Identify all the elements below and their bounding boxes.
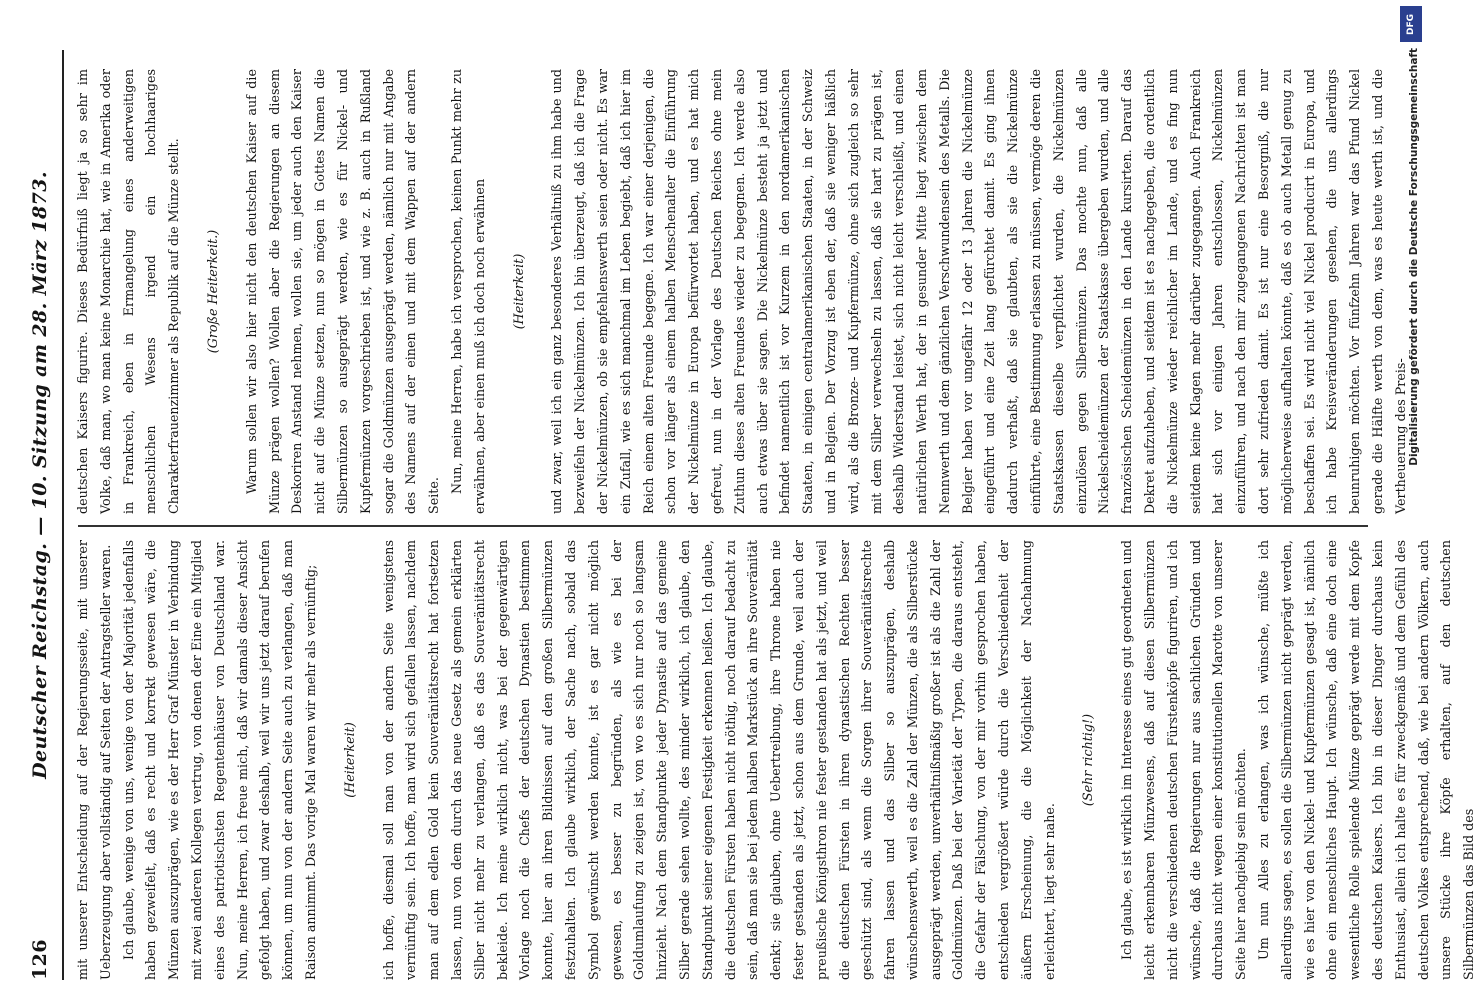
paragraph: ich hoffe, diesmal soll man von der andern Seite wenigstens vernünftig sein. Ich hoffe, man wird sich gefallen lassen, nachdem man auf dem edlen Gold kein Souveränitätsrecht hat fortsetzen lassen, nun von dem durch das neue Gesetz als gemein erklärten Silber nicht mehr zu verlangen, daß es das Souveränitätsrecht bekleide. Ich meine wirklich nicht, was bei der gegenwärtigen Vorlage noch die Chefs der deutschen Dynastien bestimmen konnte, hier an ihren Bildnissen auf den großen Silbermünzen festzuhalten. Ich glaube wirklich, der Sache nach, sobald das Symbol gewünscht werden konnte, ist es gar nicht möglich gewesen, es besser zu begründen, als wie es bei der Goldumlaufung zu zeigen ist, von wo es sich nur noch so langsam hinzieht. Nach dem Standpunkte jeder Dynastie auf das gemeine Silber gerade sehen wollte, des minder wirklich, ich glaube, den Standpunkt seiner eigenen Festigkeit erkennen heißen. Ich glaube, die deutschen Fürsten haben nicht nöthig, noch darauf bedacht zu sein, daß man sie bei jedem halben Markstück an ihre Souveränität denkt; sie glauben, ohne Uebertreibung, ihre Throne haben nie fester gestanden als jetzt, schon aus dem Grunde, weil auch der preußische Königsthron nie fester gestanden hat als jetzt, und weil die deutschen Fürsten in ihren dynastischen Rechten besser geschützt sind, als wenn die Sorgen ihrer Souveränitätsrechte fahren lassen und das Silber so auszuprägen, deshalb wünschenswerth, weil es die Zahl der Münzen, die als Silberstücke ausgeprägt werden, unverhältnißmäßig großer ist als die Zahl der Goldmünzen. Daß bei der Varietät der Typen, die daraus entsteht, die Gefahr der Fälschung, von der mir vorhin gesprochen haben, entschieden vergrößert würde durch die Verschiedenheit der äußern Erscheinung, die die Möglichkeit der Nachahmung erleichtert, liegt sehr nahe. [380,540,1057,980]
paragraph: mit unserer Entscheidung auf der Regierungsseite, mit unserer Ueberzeugung aber vollständig auf Seiten der Antragsteller waren. [75,540,113,980]
left-column [72,540,1477,980]
interjection: (Heiterkeit) [510,253,526,330]
page-header [22,50,58,980]
digitization-strip [1392,0,1432,1000]
interjection: (Große Heiterkeit.) [204,229,220,354]
header-rule [62,50,64,980]
paragraph: Um nun Alles zu erlangen, was ich wünsche, müßte ich allerdings sagen, es sollen die Silbermünzen nicht geprägt werden, wie es hier von den Nickel- und Kupfermünzen gesagt ist, nämlich ohne ein menschliches Haupt. Ich wünsche, daß eine doch eine wesentliche Rolle spielende Münze geprägt werde mit dem Kopfe des deutschen Kaisers. Ich bin in dieser Dinger durchaus kein Enthusiast, allein ich halte es für zweckgemäß und dem Gefühl des deutschen Volkes entsprechend, daß, wie bei andern Völkern, auch unsere Stücke ihre Köpfe erhalten, auf den deutschen Silbermünzen das Bild des [1256,540,1477,980]
paragraph: Warum sollen wir also hier nicht den deutschen Kaiser auf die Münze prägen wollen? Wollen aber die Regierungen an diesem Deskoriren Anstand nehmen, wollen sie, um jeder auch den Kaiser nicht auf die Münze setzen, nun so mögen in Gottes Namen die Silbermünzen so ausgeprägt werden, wie es für Nickel- und Kupfermünzen vorgeschrieben ist, und wie z. B. auch in Rußland sogar die Goldmünzen ausgeprägt werden, nämlich nur mit Angabe des Namens auf der einen und mit dem Wappen auf der andern Seite. [243,69,442,514]
page-number: 126 [29,939,51,980]
paragraph: deutschen Kaisers figurire. Dieses Bedürfniß liegt ja so sehr im Volke, daß man, wo man keine Monarchie hat, wie in Amerika oder in Frankreich, eben in Ermangelung eines anderweitigen menschlichen Wesens irgend ein hochhaariges Charakterfrauenzimmer als Republik auf die Münze stellt. [75,69,182,514]
digitization-notice: Digitalisierung gefördert durch die Deutsche Forschungsgemeinschaft [1408,48,1420,466]
paragraph: Nun, meine Herren, habe ich versprochen, keinen Punkt mehr zu erwähnen, aber einen muß ich doch noch erwähnen [448,69,487,514]
page-title: Deutscher Reichstag. — 10. Sitzung am 28. März 1873. [29,171,51,779]
interjection: (Sehr richtig!) [1080,713,1096,807]
interjection: (Heiterkeit) [341,722,357,798]
paragraph: und zwar, weil ich ein ganz besonderes Verhältniß zu ihm habe und bezweifeln der Nickelmünzen. Ich bin überzeugt, daß ich die Frage der Nickelmünzen, ob sie empfehlenswerth seien oder nicht. Es war ein Zufall, wie es sich manchmal im Leben begiebt, daß ich hier im Reich einem alten Freunde begegne. Ich war einer derjenigen, die schon vor länger als einem halben Menschenalter die Einführung der Nickelmünze in Europa befürwortet haben, und es hat mich gefreut, nun in der Vorlage des Deutschen Reiches ohne mein Zuthun dieses alten Freundes wieder zu begegnen. Ich werde also auch etwas über sie sagen. Die Nickelmünze besteht ja jetzt und befindet namentlich ist vor Kurzem in den nordamerikanischen Staaten, in einigen centralamerikanischen Staaten, in der Schweiz und in Belgien. Der Vorzug ist eben der, daß sie weniger häßlich wird, als die Bronze- und Kupfermünze, ohne sich zugleich so sehr mit dem Silber verwechseln zu lassen, daß sie hart zu prägen ist, deshalb Widerstand leistet, sich nicht leicht verschleißt, und einen natürlichen Werth hat, der in gesunder Mitte liegt zwischen dem Nennwerth und dem gänzlichen Verschwundensein des Metalls. Die Belgier haben vor ungefähr 12 oder 13 Jahren die Nickelmünze eingeführt und eine Zeit lang gefürchtet damit. Es ging ihnen dadurch verhaßt, daß sie glaubten, als sie die Nickelmünze einführte, eine Bestimmung erlassen zu müssen, vermöge deren die Staatskassen dieselbe verpflichtet wurden, die Nickelmünzen einzulösen gegen Silbermünzen. Das mochte nun, daß alle Nickelscheidemünzen der Staatskasse übergeben wurden, und alle französischen Scheidemünzen in den Lande kursirten. Darauf das Dekret aufzuheben, und seitdem ist es nachgegeben, die ordentlich die Nickelmünze wieder reichlicher im Lande, und es fing nun seitdem keine Klagen mehr darüber zugegangen. Auch Frankreich hat sich vor einigen Jahren entschlossen, Nickelmünzen einzuführen, und nach den mir zugegangenen Nachrichten ist man dort sehr zufrieden damit. Es ist nur eine Besorgniß, die nur möglicherweise aufhalten könnte, daß es ob auch Metall genug zu beschaffen sei. Es wird nicht viel Nickel producirt in Europa, und ich habe Kreisveränderungen gesehen, die uns allerdings beunruhigen möchten. Vor fünfzehn Jahren war das Pfund Nickel gerade die Hälfte werth von dem, was es heute werth ist, und die Vertheuerung des Preis- [549,69,1408,514]
dfg-logo: DFG [1400,6,1422,42]
paragraph: Ich glaube, es ist wirklich im Interesse eines gut geordneten und leicht erkennbaren Münzwesens, daß auf diesen Silbermünzen nicht die verschiedenen deutschen Fürstenköpfe figuriren, und ich wünsche, daß die Regierungen nur aus sachlichen Gründen und durchaus nicht wegen einer konstitutionellen Marotte von unserer Seite hier nachgiebig sein möchten. [1119,540,1249,980]
column-separator [78,525,1368,527]
right-column [72,69,1408,514]
paragraph: Ich glaube, wenige von uns, wenige von der Majorität jedenfalls haben gezweifelt, daß es recht und korrekt gewesen wäre, die Münzen auszuprägen, wie es der Herr Graf Münster in Verbindung mit zwei anderen Kollegen vertrug, von denen der Eine ein Mitglied eines des patriotischsten Regentenhäuser von Deutschland war. Nun, meine Herren, ich freue mich, daß wir damals dieser Ansicht gefolgt haben, und zwar deshalb, weil wir uns jetzt darauf berufen können, um nun von der andern Seite auch zu verlangen, daß man Raison annimmt. Das vorige Mal waren wir mehr als vernünftig; [120,540,318,980]
